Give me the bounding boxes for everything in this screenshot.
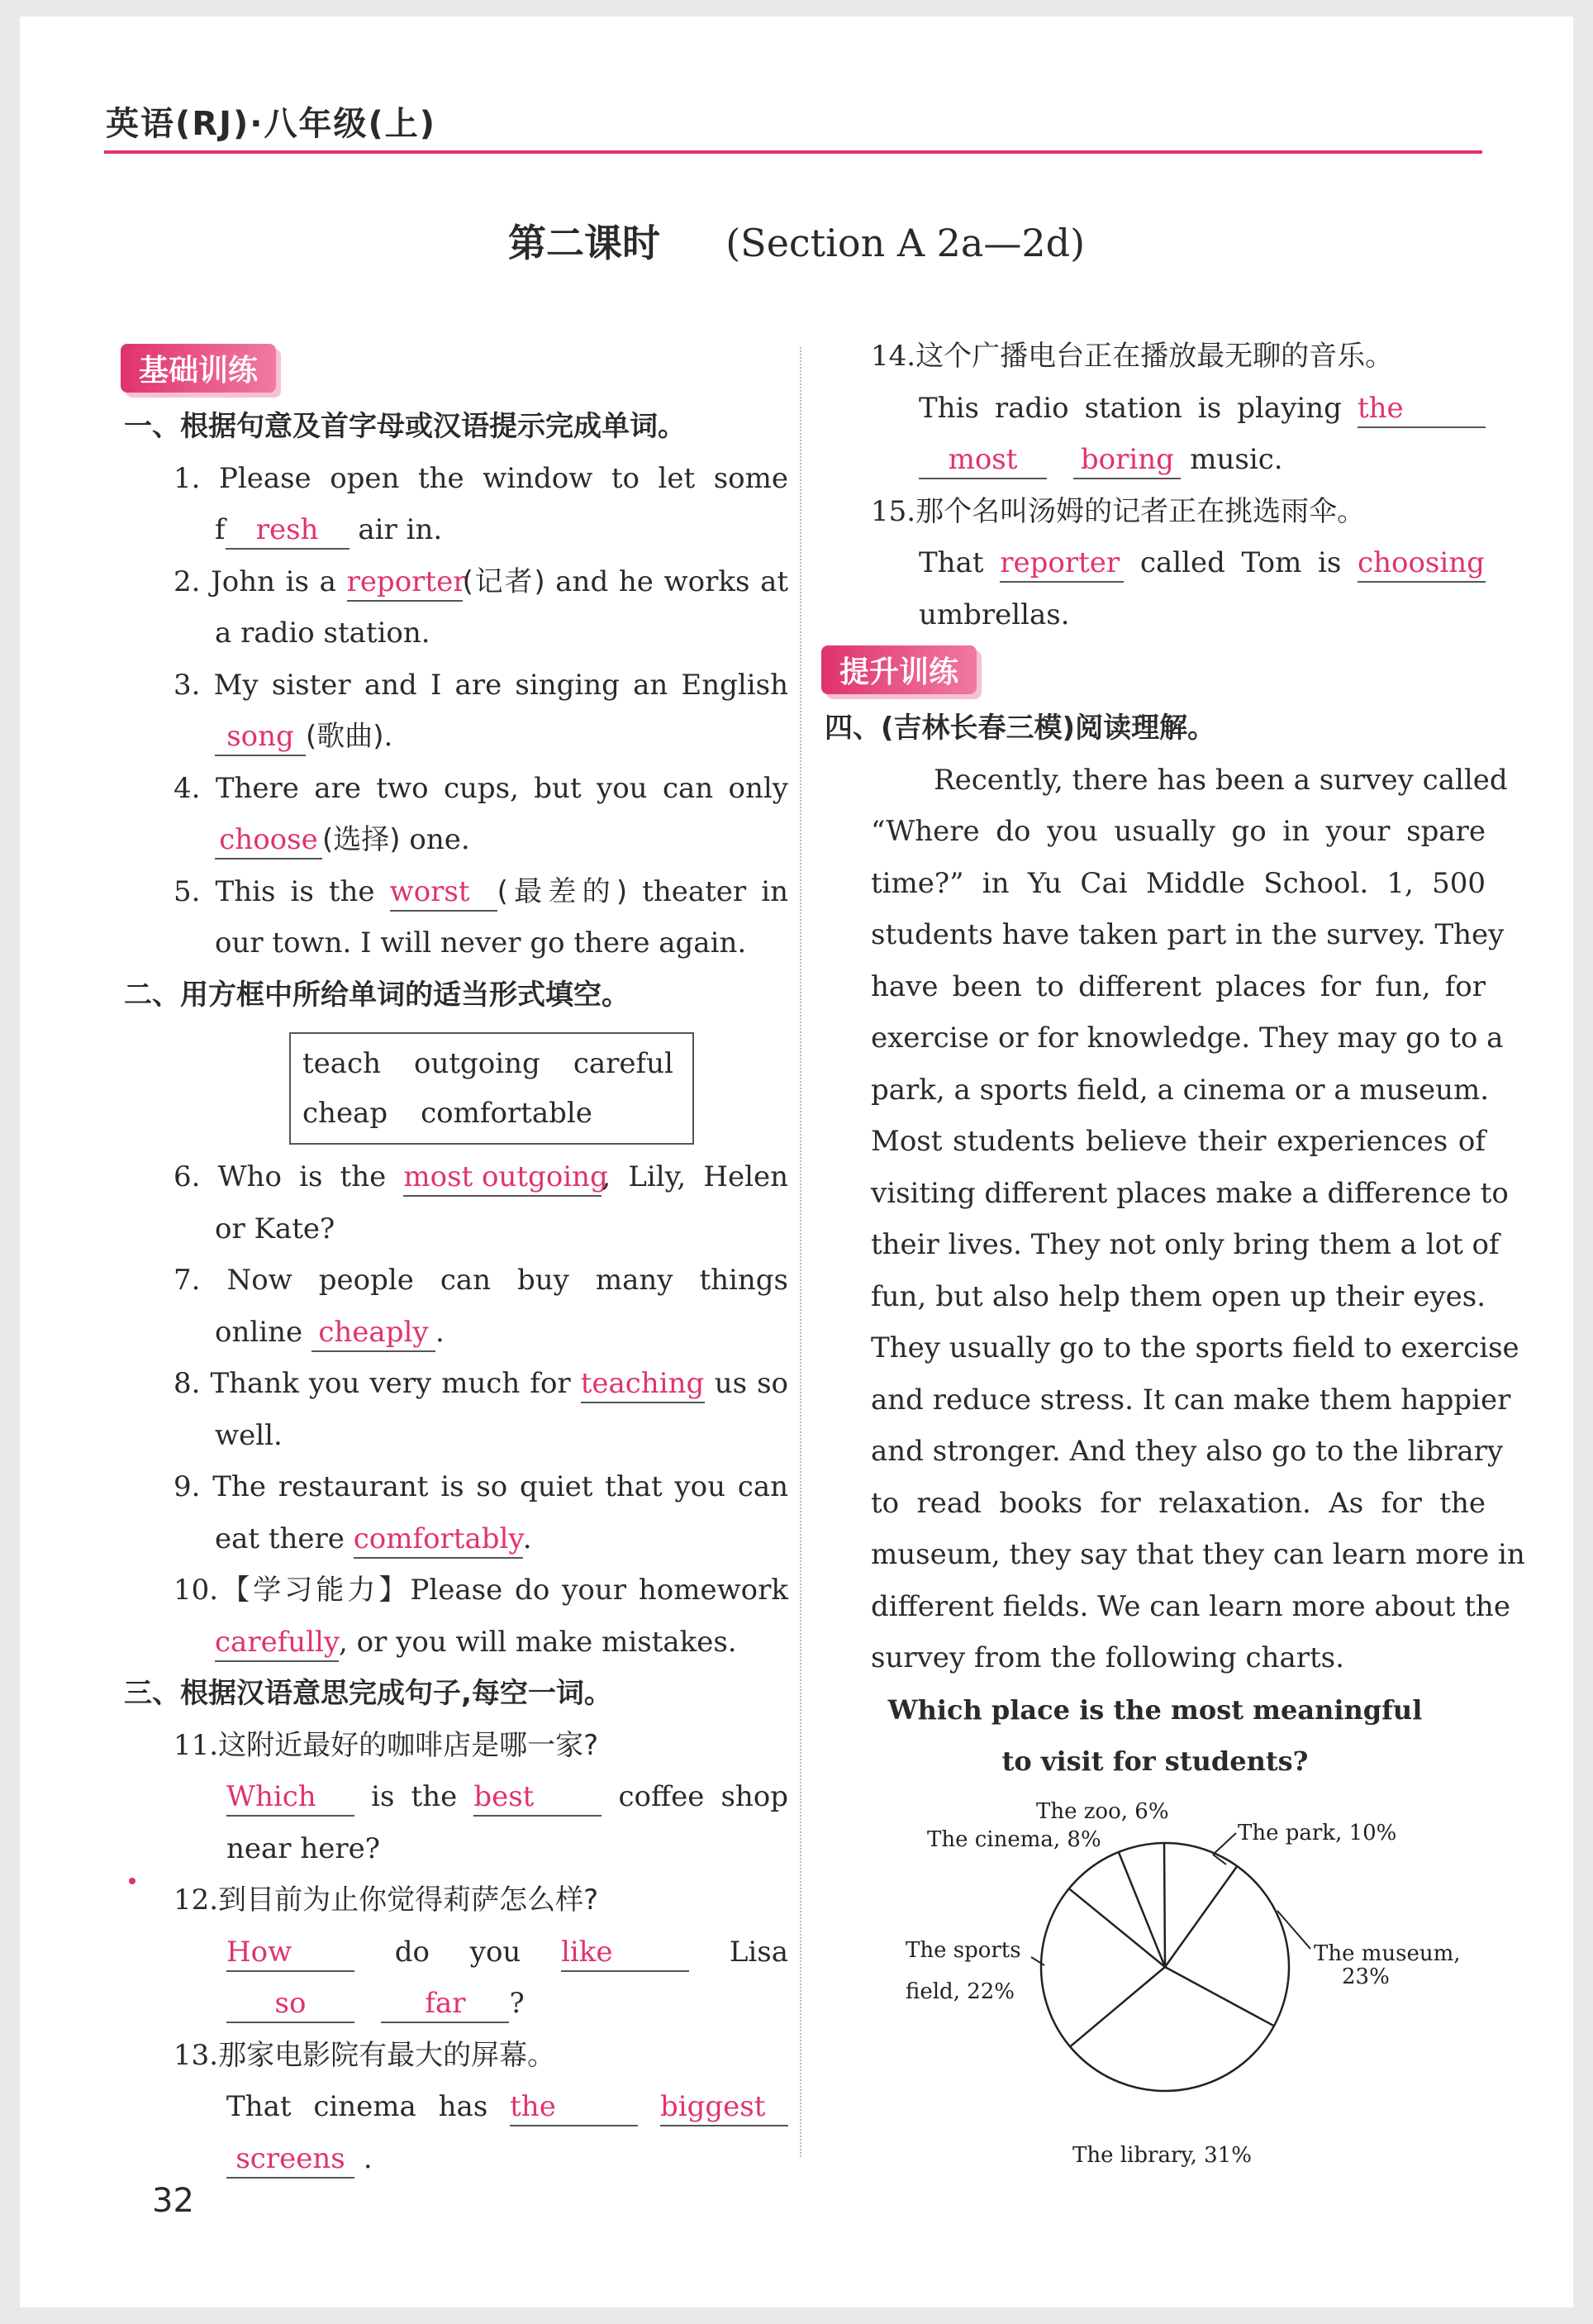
q1-line2: f resh air in. xyxy=(124,504,788,556)
section3-heading: 三、根据汉语意思完成句子,每空一词。 xyxy=(124,1677,612,1710)
lesson-title-cn: 第二课时 xyxy=(507,221,660,265)
q10-answer: carefully xyxy=(215,1624,339,1662)
label-library: The library, 31% xyxy=(1072,2142,1252,2167)
q2-line2: a radio station. xyxy=(215,617,430,650)
q7-answer: cheaply xyxy=(311,1314,435,1352)
q11-line1: 11.这附近最好的咖啡店是哪一家? xyxy=(174,1728,599,1762)
q11-answer2: best xyxy=(473,1779,602,1817)
passage-line: visiting different places make a difference to xyxy=(871,1176,1509,1210)
page-number: 32 xyxy=(152,2182,194,2220)
passage-line: time?” in Yu Cai Middle School. 1, 500 xyxy=(871,866,1486,900)
section4-heading: 四、(吉林长春三模)阅读理解。 xyxy=(825,712,1216,745)
pie-chart xyxy=(825,1787,1486,2167)
q11-line3: near here? xyxy=(226,1831,380,1865)
q7-line1: 7. Now people can buy many things xyxy=(174,1264,789,1297)
q6-line2: or Kate? xyxy=(215,1212,335,1245)
label-sports-2: field, 22% xyxy=(906,1979,1015,2004)
book-header: 英语(RJ)·八年级(上) xyxy=(106,105,437,143)
label-museum-2: 23% xyxy=(1342,1964,1390,1989)
q14-line3: most boring music. xyxy=(825,434,1486,486)
q9-line2: eat there comfortably. xyxy=(124,1513,788,1565)
q4-line2: choose (选择) one. xyxy=(124,814,788,866)
q14-answer3: boring xyxy=(1073,441,1181,479)
q2-line1: 2. John is a reporter(记者) and he works at xyxy=(124,556,788,608)
q13-line2: That cinema has the biggest xyxy=(124,2081,788,2133)
q15-line2: That reporter called Tom is choosing xyxy=(825,537,1486,589)
pie-slice-boundary-the-sports-field xyxy=(1070,1967,1165,2046)
passage-line: their lives. They not only bring them a lot of xyxy=(871,1228,1500,1261)
q1-answer: resh xyxy=(226,512,350,550)
q4-answer: choose xyxy=(215,821,322,860)
passage-line: Most students believe their experiences of xyxy=(871,1125,1486,1158)
q12-line2: How do you like Lisa xyxy=(124,1926,788,1979)
q10-line2: carefully, or you will make mistakes. xyxy=(124,1617,788,1669)
badge-advanced: 提升训练 xyxy=(821,645,977,694)
chart-title-line2: to visit for students? xyxy=(1001,1745,1309,1777)
passage-line: and stronger. And they also go to the library xyxy=(871,1435,1504,1468)
passage-line: students have taken part in the survey. They xyxy=(871,918,1505,951)
q12-answer2: like xyxy=(561,1934,689,1972)
q8-answer: teaching xyxy=(581,1365,705,1403)
q13-line1: 13.那家电影院有最大的屏幕。 xyxy=(174,2038,556,2072)
label-sports-1: The sports xyxy=(906,1937,1021,1963)
section2-heading: 二、用方框中所给单词的适当形式填空。 xyxy=(124,978,630,1012)
q8-line1: 8. Thank you very much for teaching us so xyxy=(124,1358,788,1410)
q5-line1: 5. This is the worst (最差的) theater in xyxy=(124,866,788,918)
reading-passage xyxy=(825,755,1525,1684)
bullet-dot xyxy=(129,1878,136,1884)
passage-line: survey from the following charts. xyxy=(871,1641,1344,1674)
q1-line1: 1. Please open the window to let some xyxy=(174,461,788,495)
q9-answer: comfortably xyxy=(354,1521,523,1559)
q12-answer4: far xyxy=(381,1985,509,2023)
lesson-title xyxy=(0,213,1593,268)
q5-answer: worst xyxy=(390,874,497,912)
leader-park-2 xyxy=(1213,1833,1236,1855)
q15-line1: 15.那个名叫汤姆的记者正在挑选雨伞。 xyxy=(871,494,1366,528)
header-rule xyxy=(104,150,1482,154)
q13-answer1: the xyxy=(510,2088,638,2126)
q12-line1: 12.到目前为止你觉得莉萨怎么样? xyxy=(174,1883,599,1917)
q15-line3: umbrellas. xyxy=(919,598,1070,631)
passage-line: have been to different places for fun, for xyxy=(871,969,1486,1003)
q15-answer1: reporter xyxy=(1000,545,1124,583)
passage-line: park, a sports field, a cinema or a museum. xyxy=(871,1073,1490,1107)
pie-slice-boundary-the-cinema xyxy=(1069,1888,1165,1967)
passage-line: different fields. We can learn more about the xyxy=(871,1589,1510,1623)
q3-line1: 3. My sister and I are singing an English xyxy=(174,668,788,702)
q11-answer1: Which xyxy=(226,1779,354,1817)
word-box: teach outgoing careful cheap comfortable xyxy=(289,1032,694,1145)
q10-line1: 10.【学习能力】Please do your homework xyxy=(174,1574,789,1607)
q11-line2: Which is the best coffee shop xyxy=(124,1771,788,1823)
pie-slice-boundary-the-library xyxy=(1165,1967,1274,2026)
label-cinema: The cinema, 8% xyxy=(927,1826,1101,1852)
q6-answer: most outgoing xyxy=(403,1159,602,1197)
q3-answer: song xyxy=(215,718,306,756)
q13-answer2: biggest xyxy=(660,2088,788,2126)
label-zoo: The zoo, 6% xyxy=(1036,1798,1169,1824)
passage-line: to read books for relaxation. As for the xyxy=(871,1486,1486,1520)
passage-line: and reduce stress. It can make them happier xyxy=(871,1383,1511,1417)
q6-line1: 6. Who is the most outgoing, Lily, Helen xyxy=(124,1151,788,1203)
q12-answer3: so xyxy=(226,1985,354,2023)
q14-line1: 14.这个广播电台正在播放最无聊的音乐。 xyxy=(871,340,1394,373)
q14-answer1: the xyxy=(1358,390,1486,428)
passage-line: Recently, there has been a survey called xyxy=(934,763,1508,797)
column-divider xyxy=(800,347,801,2157)
q8-line2: well. xyxy=(215,1418,283,1452)
passage-line: They usually go to the sports field to exercise xyxy=(871,1331,1519,1364)
chart-title xyxy=(825,1684,1486,1787)
q5-line2: our town. I will never go there again. xyxy=(215,926,747,960)
q7-line2: online cheaply . xyxy=(124,1307,788,1359)
passage-line: fun, but also help them open up their eyes. xyxy=(871,1279,1486,1313)
pie-slice-boundary-the-museum xyxy=(1165,1866,1237,1967)
passage-line: museum, they say that they can learn more in xyxy=(871,1538,1525,1571)
badge-basic: 基础训练 xyxy=(121,344,276,393)
q14-line2: This radio station is playing the xyxy=(825,383,1486,435)
section1-heading: 一、根据句意及首字母或汉语提示完成单词。 xyxy=(124,410,686,443)
right-column xyxy=(825,331,1525,2170)
chart-title-line1: Which place is the most meaningful xyxy=(887,1693,1423,1726)
q12-line3: so far ? xyxy=(124,1978,788,2030)
q9-line1: 9. The restaurant is so quiet that you can xyxy=(174,1470,788,1503)
q3-line2: song (歌曲). xyxy=(124,711,788,763)
label-museum-1: The museum, xyxy=(1314,1941,1461,1966)
label-park: The park, 10% xyxy=(1238,1820,1397,1845)
q4-line1: 4. There are two cups, but you can only xyxy=(174,771,788,805)
left-column xyxy=(124,339,788,2184)
q14-answer2: most xyxy=(919,441,1047,479)
lesson-title-en: (Section A 2a—2d) xyxy=(725,221,1086,265)
pie-slice-boundary-the-zoo xyxy=(1119,1851,1165,1966)
passage-line: “Where do you usually go in your spare xyxy=(871,815,1486,848)
q12-answer1: How xyxy=(226,1934,354,1972)
pie-slice-boundary-the-park xyxy=(1164,1843,1165,1967)
q13-answer3: screens xyxy=(226,2141,354,2179)
q13-line3: screens . xyxy=(124,2133,788,2185)
q15-answer2: choosing xyxy=(1358,545,1486,583)
passage-line: exercise or for knowledge. They may go to a xyxy=(871,1022,1504,1055)
q2-answer: reporter xyxy=(347,564,463,602)
